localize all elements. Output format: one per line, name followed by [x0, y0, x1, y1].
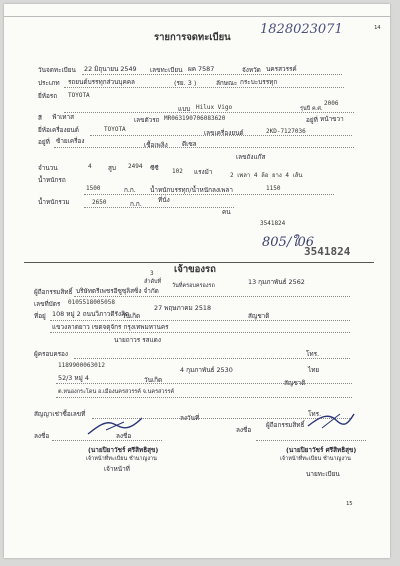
color-label: สี: [38, 114, 42, 122]
axle-value: 2 เพลา 4 ล้อ ยาง 4 เส้น: [230, 172, 303, 179]
load-value: 1150: [266, 185, 281, 192]
reg-date-label: วันจดทะเบียน: [38, 66, 76, 74]
engine-no-label: เลขเครื่องยนต์: [204, 129, 244, 137]
holder-nation-value: ไทย: [308, 366, 320, 374]
fuel-label: เชื้อเพลิง: [144, 141, 168, 149]
sign-owner-label: ผู้ถือกรรมสิทธิ์: [266, 421, 305, 429]
weight-value: 1500: [86, 185, 101, 192]
serial-b: 3541824: [304, 245, 351, 258]
chassis-label: เลขตัวรถ: [134, 116, 160, 124]
gross-label: น้ำหนักรวม: [38, 198, 70, 206]
id-value: 0105518005058: [68, 299, 115, 306]
cc-value: 2494: [128, 163, 143, 170]
type-label: ประเภท: [38, 79, 60, 87]
owner-label: ผู้ถือกรรมสิทธิ์: [34, 288, 73, 296]
gross-value: 2650: [92, 199, 107, 206]
holder-label: ผู้ครอบครอง: [34, 350, 69, 358]
tel2-label: โทร.: [308, 410, 322, 418]
province-value: นครสวรรค์: [266, 65, 297, 73]
page-number: 14: [374, 25, 381, 31]
id-label: เลขที่บัตร: [34, 300, 61, 308]
holder-addr2-value: ต.หนองกระโดน อ.เมืองนครสวรรค์ จ.นครสวรรค์: [58, 389, 175, 395]
load-label: น้ำหนักบรรทุก/น้ำหนักลงเพลา: [150, 186, 233, 194]
hold-date-value: 13 กุมภาพันธ์ 2562: [248, 278, 305, 286]
engine-loc-value: ซ้ายเครื่อง: [56, 137, 85, 145]
holder-addr-value: 52/3 หมู่ 4: [58, 374, 89, 382]
addr2-value: แขวงลาดยาว เขตจตุจักร กรุงเทพมหานคร: [52, 323, 169, 331]
registration-page: [4, 4, 390, 558]
reg-no-label: เลขทะเบียน: [150, 66, 183, 74]
weight-label: น้ำหนักรถ: [38, 176, 66, 184]
style-label: ลักษณะ: [216, 79, 238, 87]
footer-page-number: 15: [346, 501, 353, 507]
weight-unit: ก.ก.: [124, 186, 136, 194]
right-official-name: (นายปิยาวัชร์ ศรีสิทธิสุข): [286, 446, 357, 454]
sign-mid-label: ลงชื่อ: [116, 432, 132, 440]
engine-no-value: 2KD-7127036: [266, 128, 306, 135]
seat-unit: คน: [222, 208, 231, 216]
hp-value: 102: [172, 168, 183, 175]
chassis-loc-value: หน้าขวา: [320, 115, 344, 123]
handwritten-ref: 805/ใ06: [262, 235, 315, 250]
serial-a: 3541824: [260, 220, 286, 227]
model-label: แบบ: [178, 105, 191, 113]
model-year-label: รุ่นปี ค.ศ.: [300, 106, 323, 112]
birth-label: วันเกิด: [122, 312, 141, 320]
style-value: กระบะบรรทุก: [240, 78, 278, 86]
chassis-loc-label: อยู่ที่: [306, 116, 318, 124]
count-label: จำนวน: [38, 164, 58, 172]
class-value: (รย. 3 ): [174, 79, 197, 87]
holder-id-value: 1189900063012: [58, 362, 105, 369]
color-value: ฟ้าเทาส: [52, 113, 74, 121]
model-year-value: 2006: [324, 100, 339, 107]
reg-date-value: 22 มิถุนายน 2549: [84, 65, 137, 73]
right-official-title: เจ้าหน้าที่ทะเบียน ชำนาญงาน: [280, 456, 351, 462]
model-value: Hilux Vigo: [196, 104, 233, 111]
left-official-role: เจ้าหน้าที่: [104, 465, 130, 473]
fuel-value: ดีเซล: [182, 140, 197, 148]
engine-loc-label: อยู่ที่: [38, 138, 50, 146]
left-official-name: (นายปิยาวัชร์ ศรีสิทธิสุข): [88, 446, 159, 454]
nation-label: สัญชาติ: [248, 312, 270, 320]
owner-section-title: เจ้าของรถ: [174, 264, 216, 275]
engine-brand-label: ยี่ห้อเครื่องยนต์: [38, 126, 79, 134]
gross-unit: ก.ก.: [130, 200, 142, 208]
hp-unit: แรงม้า: [194, 168, 213, 176]
addr-label: ที่อยู่: [34, 312, 46, 320]
brand-label: ยี่ห้อรถ: [38, 92, 58, 100]
engine-brand-value: TOYOTA: [104, 126, 126, 133]
section-title: รายการจดทะเบียน: [154, 32, 231, 43]
reg-no-value: ผค 7587: [188, 65, 215, 73]
birth-value: 27 พฤษภาคม 2518: [154, 304, 212, 312]
seat-label: ที่นั่ง: [158, 196, 170, 204]
hold-date-label: วันที่ครอบครองรถ: [172, 283, 215, 289]
count-unit: สูบ: [108, 164, 116, 172]
left-official-title: เจ้าหน้าที่ทะเบียน ชำนาญงาน: [86, 456, 157, 462]
holder-value: นายถาวร รสแดง: [114, 336, 161, 344]
brand-value: TOYOTA: [68, 92, 90, 99]
lease-label: สัญญาเช่าซื้อเลขที่: [34, 410, 86, 418]
signature-right-icon: [304, 408, 358, 432]
handwritten-number: 1828023071: [260, 22, 343, 37]
cc-unit: ซีซี: [150, 164, 159, 172]
holder-birth-value: 4 กุมภาพันธ์ 2530: [180, 366, 233, 374]
province-label: จังหวัด: [242, 66, 261, 74]
tel-label: โทร.: [306, 350, 320, 358]
top-divider: [4, 16, 390, 17]
addr-value: 108 หมู่ 2 ถนนวิภาวดีรังสิต: [52, 310, 130, 318]
holder-nation-label: สัญชาติ: [284, 379, 306, 387]
order-value: 3: [150, 270, 154, 277]
chassis-value: MR063190706083620: [164, 115, 226, 122]
sign-right-label: ลงชื่อ: [236, 426, 252, 434]
holder-birth-label: วันเกิด: [144, 376, 163, 384]
right-official-role: นายทะเบียน: [306, 470, 340, 478]
type-value: รถยนต์บรรทุกส่วนบุคคล: [68, 78, 135, 86]
count-value: 4: [88, 163, 92, 170]
owner-value: บริษัทตรีเพชรอีซูซุลิสซิ่ง จำกัด: [76, 287, 159, 295]
sign-date-label: ลงวันที่: [180, 414, 200, 422]
tank-label: เลขถังแก๊ส: [236, 153, 266, 161]
sign-left-label: ลงชื่อ: [34, 432, 50, 440]
order-label: ลำดับที่: [144, 279, 162, 285]
section-divider: [24, 262, 374, 263]
